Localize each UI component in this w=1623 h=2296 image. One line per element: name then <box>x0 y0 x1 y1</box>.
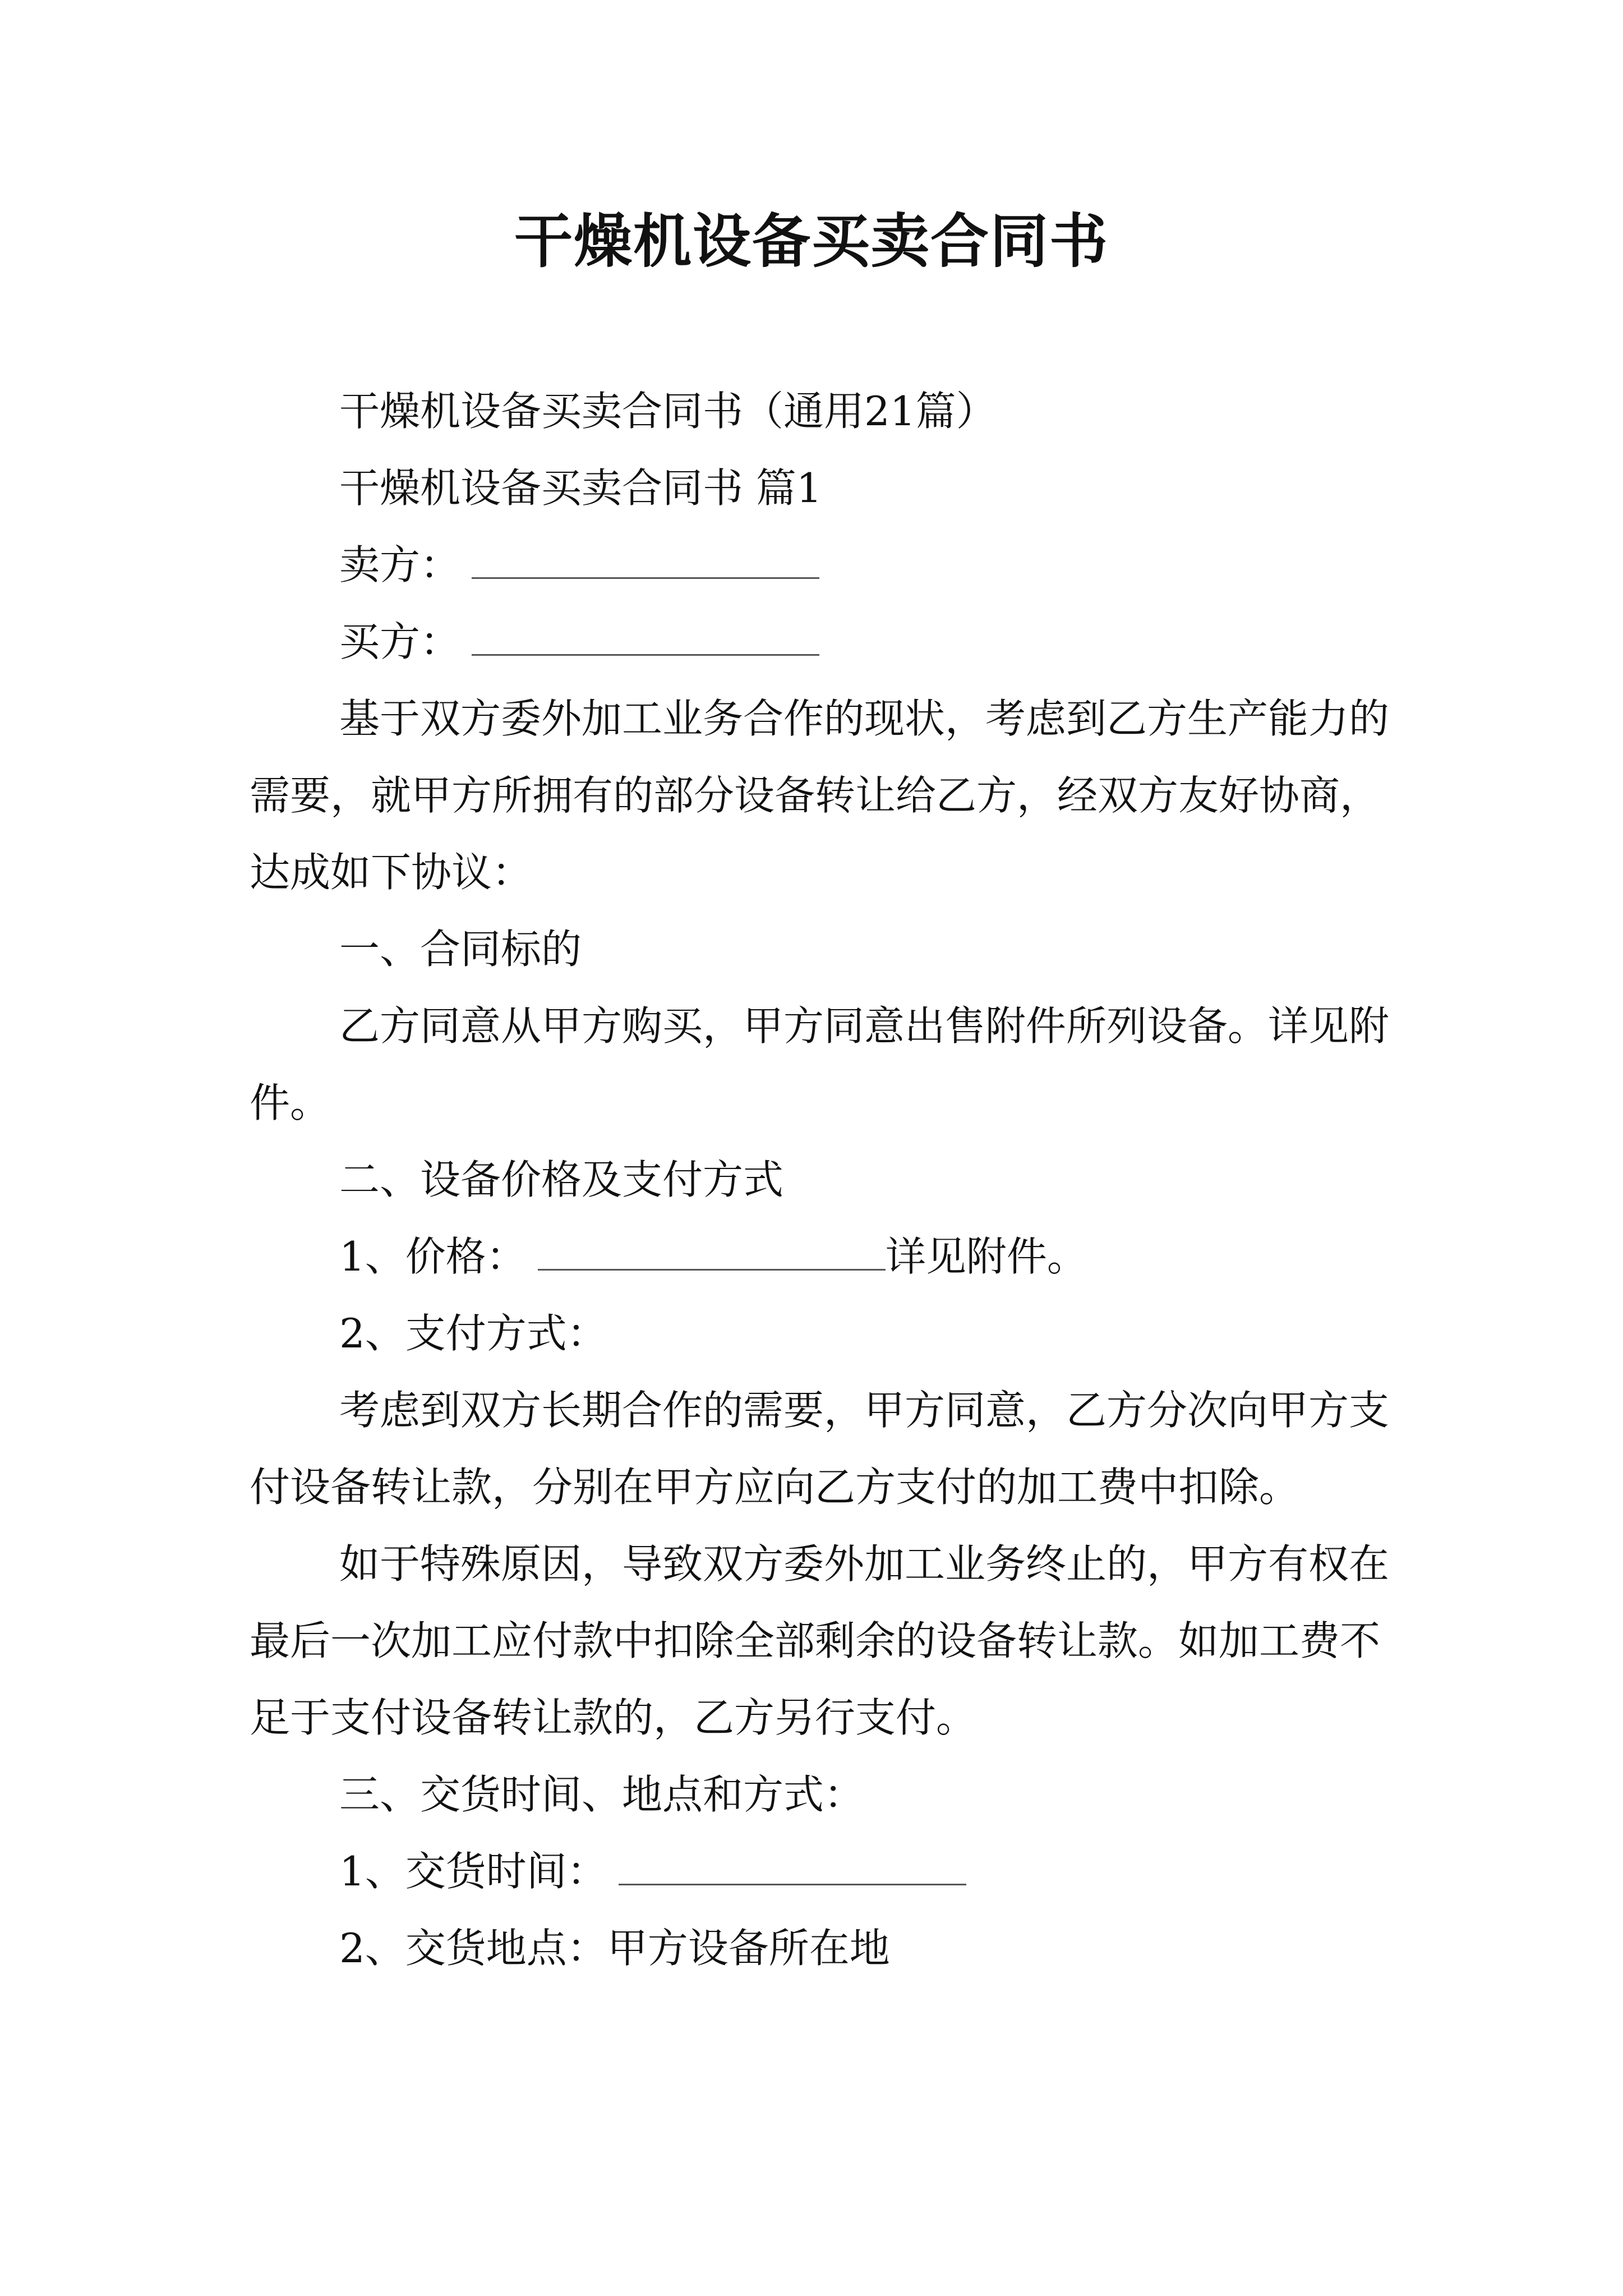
seller-line <box>250 527 1391 604</box>
payment-label: 2、支付方式： <box>339 1310 607 1357</box>
buyer-line <box>250 604 1391 680</box>
price-label: 1、价格： <box>339 1233 527 1280</box>
seller-blank <box>472 538 819 579</box>
delivery-place-line: 2、交货地点：甲方设备所在地 <box>339 1925 890 1972</box>
seller-label: 卖方： <box>339 541 461 588</box>
clause-1-paragraph: 乙方同意从甲方购买，甲方同意出售附件所列设备。详见附件。 <box>250 1002 1390 1126</box>
clause-heading-2: 二、设备价格及支付方式 <box>339 1156 784 1203</box>
clause-heading-1: 一、合同标的 <box>339 926 582 973</box>
price-suffix: 详见附件。 <box>885 1233 1087 1280</box>
payment-paragraph: 考虑到双方长期合作的需要，甲方同意，乙方分次向甲方支付设备转让款，分别在甲方应向乙方支付的加工费中扣除。 <box>250 1387 1390 1511</box>
section-heading: 干燥机设备买卖合同书 篇1 <box>339 464 822 512</box>
document-title: 干燥机设备买卖合同书 <box>514 206 1109 275</box>
document-body <box>250 373 1391 1987</box>
delivery-time-line <box>250 1833 1391 1910</box>
buyer-label: 买方： <box>339 618 461 665</box>
document-subtitle: 干燥机设备买卖合同书（通用21篇） <box>339 388 997 435</box>
clause-heading-3: 三、交货时间、地点和方式： <box>339 1771 865 1818</box>
buyer-blank <box>472 615 819 656</box>
price-line <box>250 1218 1391 1295</box>
delivery-time-label: 1、交货时间： <box>339 1848 607 1895</box>
delivery-time-blank <box>619 1844 966 1885</box>
termination-paragraph: 如于特殊原因，导致双方委外加工业务终止的，甲方有权在最后一次加工应付款中扣除全部剩余的设备转让款。如加工费不足于支付设备转让款的，乙方另行支付。 <box>250 1540 1390 1741</box>
intro-paragraph: 基于双方委外加工业务合作的现状，考虑到乙方生产能力的需要，就甲方所拥有的部分设备转让给乙方，经双方友好协商，达成如下协议： <box>250 695 1390 896</box>
price-blank <box>538 1230 886 1271</box>
